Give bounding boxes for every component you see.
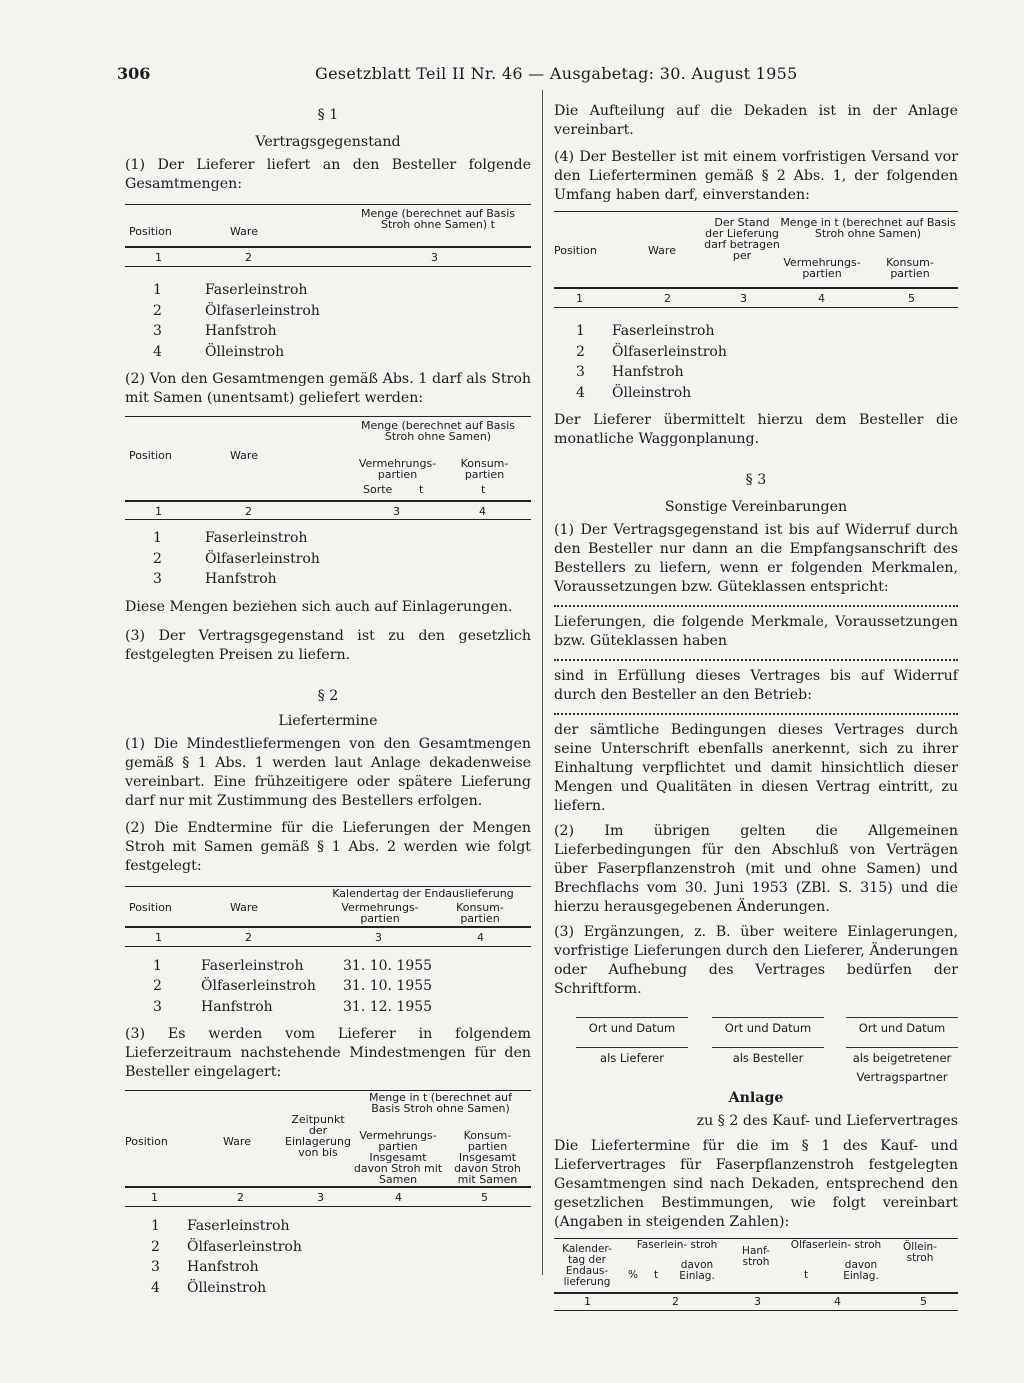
table-row [125, 549, 531, 570]
rule-line [554, 1238, 958, 1239]
cell-text: Ware [230, 449, 258, 462]
rule-line [576, 1017, 688, 1018]
cell-text: t [804, 1269, 809, 1281]
cell-text: 3 [393, 505, 400, 518]
fill-in-line [554, 713, 958, 715]
paragraph: (3) Der Vertragsgegenstand ist zu den gesetzlich festgelegten Preisen zu liefern. [125, 627, 531, 663]
col-header-ware: Ware [230, 225, 258, 238]
cell-text: als Besteller [732, 1051, 804, 1065]
table-row [554, 342, 958, 363]
cell-text: Menge (berechnet auf Basis Stroh ohne Samen) [360, 419, 516, 443]
cell-text: Vermehrungs- partien Insgesamt davon Stroh mit Samen [353, 1129, 443, 1186]
cell-text: Konsum- partien [456, 900, 504, 925]
cell-text: Position [125, 1135, 168, 1148]
cell-text: Ort und Datum [724, 1021, 812, 1035]
table-rows [125, 280, 531, 362]
col-header-menge: Menge (berechnet auf Basis Stroh ohne Samen) t [360, 207, 516, 231]
cell-text: Position [129, 900, 172, 914]
anlage-title: Anlage [728, 1090, 784, 1106]
section-title: Liefertermine [278, 712, 378, 729]
rule-line [125, 926, 531, 928]
paragraph: der sämtliche Bedingungen dieses Vertrages durch seine Unterschrift ebenfalls anerkennt, sich zu ihrer Einhaltung verpflichtet und damit hinsichtlich dieser Mengen und Qualitäten in diesen Vertrag eintritt, zu liefern. [554, 722, 958, 814]
cell-text: 2 [153, 978, 162, 994]
rule-line [125, 204, 531, 205]
table-row [125, 342, 531, 363]
cell-text: 3 [375, 930, 382, 944]
cell-text: 3 [740, 292, 747, 305]
table-row [125, 997, 531, 1018]
cell-text: Ölfaserleinstroh [187, 1238, 302, 1255]
table-row [125, 1216, 531, 1237]
rule-line [554, 1292, 958, 1294]
section-title: Sonstige Vereinbarungen [664, 499, 848, 515]
rule-line [125, 416, 531, 417]
cell-text: als beigetretener Vertragspartner [852, 1051, 952, 1084]
cell-text: 2 [672, 1295, 679, 1308]
paragraph: Lieferungen, die folgende Merkmale, Voraussetzungen bzw. Güteklassen haben [554, 614, 958, 649]
cell-text: Faserleinstroh [205, 282, 308, 298]
paragraph: (3) Es werden vom Lieferer in folgendem Lieferzeitraum nachstehende Mindestmengen für den Besteller eingelagert: [125, 1026, 531, 1080]
table-row [125, 1257, 531, 1278]
paragraph: (3) Ergänzungen, z. B. über weitere Einlagerungen, vorfristige Lieferungen durch den Lieferer, Änderungen oder Aufhebung des Vertrages bedürfen der Schriftform. [554, 924, 958, 997]
table-row [125, 1278, 531, 1299]
paragraph: sind in Erfüllung dieses Vertrages bis auf Widerruf durch den Besteller an den Betrieb: [554, 668, 958, 703]
table-row [125, 528, 531, 549]
cell-text: Faserleinstroh [187, 1218, 290, 1234]
cell-text: 5 [920, 1295, 927, 1308]
table-dekaden [554, 1236, 958, 1310]
cell-text: Menge in t (berechnet auf Basis Stroh ohne Samen) [780, 216, 956, 240]
table-rows [125, 956, 531, 1018]
cell-text: Hanfstroh [205, 323, 277, 339]
cell-text: Menge in t (berechnet auf Basis Stroh ohne Samen) [368, 1091, 513, 1115]
rule-line [576, 1047, 688, 1048]
cell-text: 2 [151, 1238, 160, 1255]
rule-line [846, 1017, 958, 1018]
cell-text: 1 [155, 251, 162, 264]
paragraph: Die Liefertermine für die im § 1 des Kauf- und Liefervertrages für Faserpflanzenstroh festgelegten Gesamtmengen sind nach Dekaden, entsprechend den gesetzlichen Bestimmungen, wie folgt vereinbart (Angaben in steigenden Zahlen): [554, 1138, 958, 1230]
cell-text: Ölleinstroh [187, 1279, 267, 1296]
table-row [125, 280, 531, 301]
section-number: § 2 [317, 687, 339, 704]
cell-text: Ort und Datum [588, 1021, 676, 1035]
cell-text: Vermehrungs- partien [783, 256, 861, 280]
cell-text: Zeitpunkt der Einlagerung von bis [285, 1113, 351, 1159]
cell-text: Der Stand der Lieferung darf betragen per [704, 216, 780, 262]
cell-text: 4 [477, 930, 484, 944]
rule-line [125, 1186, 531, 1188]
paragraph: Die Aufteilung auf die Dekaden ist in der Anlage vereinbart. [554, 103, 958, 138]
cell-text: Hanfstroh [612, 364, 684, 380]
cell-text: 1 [151, 1218, 160, 1234]
table-rows [125, 1216, 531, 1298]
cell-text: als Lieferer [600, 1051, 664, 1065]
paragraph: (1) Der Vertragsgegenstand ist bis auf Widerruf durch den Besteller nur dann an die Empfangsanschrift des Bestellers zu liefern, wenn er folgenden Merkmalen, Voraussetzungen bzw. Güteklassen entspricht: [554, 522, 958, 595]
rule-line [125, 946, 531, 947]
cell-text: 2 [245, 505, 252, 518]
page-number: 306 [117, 64, 151, 83]
cell-text: 1 [576, 292, 583, 305]
cell-text: Faserleinstroh [205, 530, 308, 546]
rule-line [846, 1047, 958, 1048]
cell-text: Faserleinstroh [612, 323, 715, 339]
cell-text: 5 [908, 292, 915, 305]
cell-text: 2 [576, 343, 585, 360]
paragraph: (1) Die Mindestliefermengen von den Gesamtmengen gemäß § 1 Abs. 1 werden laut Anlage dekadenweise vereinbart. Eine frühzeitigere oder spätere Lieferung darf nur mit Zustimmung des Bestellers erfolgen. [125, 735, 531, 809]
cell-text: Ort und Datum [858, 1021, 946, 1035]
table-row [554, 362, 958, 383]
cell-text: 3 [576, 364, 585, 380]
rule-line [554, 307, 958, 308]
cell-text: t [481, 483, 486, 496]
cell-text: davon Einlag. [843, 1259, 879, 1282]
cell-text: 1 [155, 930, 162, 944]
cell-text: Hanf- stroh [742, 1245, 770, 1268]
cell-text: Kalendertag der Endauslieferung [332, 886, 514, 900]
fill-in-line [554, 605, 958, 607]
rule-line [712, 1047, 824, 1048]
cell-text: 2 [245, 251, 252, 264]
table-row [125, 1237, 531, 1258]
cell-text: Ölfaserleinstroh [205, 550, 320, 567]
cell-text: 31. 10. 1955 [343, 957, 433, 974]
cell-text: Kalender- tag der Endaus- lieferung [562, 1243, 612, 1288]
table-row [554, 383, 958, 404]
cell-text: Hanfstroh [201, 998, 273, 1015]
cell-text: 4 [818, 292, 825, 305]
table-endtermine [125, 882, 531, 948]
cell-text: 2 [153, 550, 162, 567]
table-row [125, 569, 531, 590]
cell-text: 3 [431, 251, 438, 264]
paragraph: Der Lieferer übermittelt hierzu dem Besteller die monatliche Waggonplanung. [554, 412, 958, 447]
cell-text: 4 [834, 1295, 841, 1308]
cell-text: davon Einlag. [679, 1259, 715, 1282]
cell-text: Faserleinstroh [201, 957, 304, 974]
cell-text: Hanfstroh [187, 1259, 259, 1275]
paragraph: Diese Mengen beziehen sich auch auf Einlagerungen. [125, 598, 513, 615]
left-column [125, 102, 531, 1298]
cell-text: Ölfaserleinstroh [612, 343, 727, 360]
cell-text: 3 [153, 998, 162, 1015]
cell-text: 4 [395, 1191, 402, 1204]
table-row [125, 976, 531, 997]
table-row [125, 301, 531, 322]
col-header-position: Position [129, 225, 172, 238]
cell-text: Ware [223, 1135, 251, 1148]
paragraph: (2) Von den Gesamtmengen gemäß Abs. 1 darf als Stroh mit Samen (unentsamt) geliefert werden: [125, 371, 531, 406]
cell-text: 1 [155, 505, 162, 518]
cell-text: Konsum- partien Insgesamt davon Stroh mit Samen [454, 1129, 521, 1186]
table-vorfristig [554, 209, 958, 307]
paragraph: (2) Die Endtermine für die Lieferungen der Mengen Stroh mit Samen gemäß § 1 Abs. 2 werden wie folgt festgelegt: [125, 819, 531, 874]
rule-line [125, 246, 531, 248]
rule-line [554, 211, 958, 212]
cell-text: Ölfaserleinstroh [201, 978, 316, 994]
cell-text: 1 [153, 957, 162, 974]
anlage-subtitle: zu § 2 des Kauf- und Liefervertrages [696, 1113, 958, 1129]
table-stroh-mit-samen [125, 412, 531, 520]
cell-text: Ölleinstroh [205, 343, 285, 360]
table-rows [554, 321, 958, 403]
rule-line [554, 1310, 958, 1311]
column-divider [542, 90, 543, 1275]
cell-text: 3 [317, 1191, 324, 1204]
cell-text: 3 [151, 1259, 160, 1275]
cell-text: Vermehrungs- partien [358, 457, 437, 481]
cell-text: 1 [584, 1295, 591, 1308]
cell-text: Ölfaserlein- stroh [790, 1239, 882, 1251]
paragraph: (2) Im übrigen gelten die Allgemeinen Lieferbedingungen für den Abschluß von Verträgen über Faserpflanzenstroh (mit und ohne Samen) und Brechflachs vom 30. Juni 1953 (ZBl. S. 315) und die hierzu herausgegebenen Änderungen. [554, 823, 958, 915]
rule-line [125, 1206, 531, 1207]
table-einlagerung [125, 1088, 531, 1206]
cell-text: Vermehrungs- partien [341, 900, 419, 925]
cell-text: 1 [153, 282, 162, 298]
cell-text: 3 [153, 323, 162, 339]
cell-text: 2 [245, 930, 252, 944]
cell-text: 4 [153, 343, 162, 360]
section-number: § 3 [745, 472, 767, 488]
rule-line [125, 500, 531, 502]
table-row [125, 321, 531, 342]
cell-text: 2 [153, 302, 162, 319]
rule-line [712, 1017, 824, 1018]
table-row [125, 956, 531, 977]
cell-text: Faserlein- stroh [636, 1239, 718, 1251]
paragraph: (4) Der Besteller ist mit einem vorfristigen Versand vor den Lieferterminen gemäß § 2 Abs. 1, der folgenden Umfang haben darf, einverstanden: [554, 149, 958, 203]
cell-text: t [419, 483, 424, 496]
cell-text: Position [554, 244, 597, 257]
cell-text: Konsum- partien [460, 457, 509, 481]
fill-in-line [554, 659, 958, 661]
section-number: § 1 [317, 107, 339, 123]
cell-text: 2 [664, 292, 671, 305]
cell-text: Ölfaserleinstroh [205, 302, 320, 319]
cell-text: 3 [153, 571, 162, 587]
rule-line [554, 287, 958, 289]
cell-text: Sorte [363, 483, 393, 496]
cell-text: 31. 10. 1955 [343, 978, 433, 994]
cell-text: 31. 12. 1955 [343, 998, 433, 1015]
section-title: Vertragsgegenstand [255, 134, 401, 150]
paragraph: (1) Der Lieferer liefert an den Besteller folgende Gesamtmengen: [125, 157, 531, 192]
table-gesamtmengen [125, 200, 531, 268]
cell-text: Konsum- partien [886, 256, 934, 280]
cell-text: 1 [576, 323, 585, 339]
cell-text: Hanfstroh [205, 571, 277, 587]
rule-line [125, 519, 531, 520]
right-column [554, 102, 958, 1310]
rule-line [125, 266, 531, 267]
cell-text: Ware [648, 244, 676, 257]
cell-text: 1 [151, 1191, 158, 1204]
signature-block [554, 1013, 958, 1083]
cell-text: 1 [153, 530, 162, 546]
running-title: Gesetzblatt Teil II Nr. 46 — Ausgabetag: 30. August 1955 [315, 64, 798, 83]
cell-text: 4 [576, 384, 585, 401]
cell-text: t [654, 1269, 659, 1281]
cell-text: 3 [754, 1295, 761, 1308]
cell-text: 4 [479, 505, 486, 518]
cell-text: 2 [237, 1191, 244, 1204]
cell-text: 4 [151, 1279, 160, 1296]
cell-text: Öllein- stroh [903, 1241, 937, 1264]
cell-text: Ölleinstroh [612, 384, 692, 401]
cell-text: % [628, 1269, 638, 1281]
cell-text: Position [129, 449, 172, 462]
cell-text: 5 [481, 1191, 488, 1204]
table-row [554, 321, 958, 342]
cell-text: Ware [230, 900, 258, 914]
table-rows [125, 528, 531, 590]
